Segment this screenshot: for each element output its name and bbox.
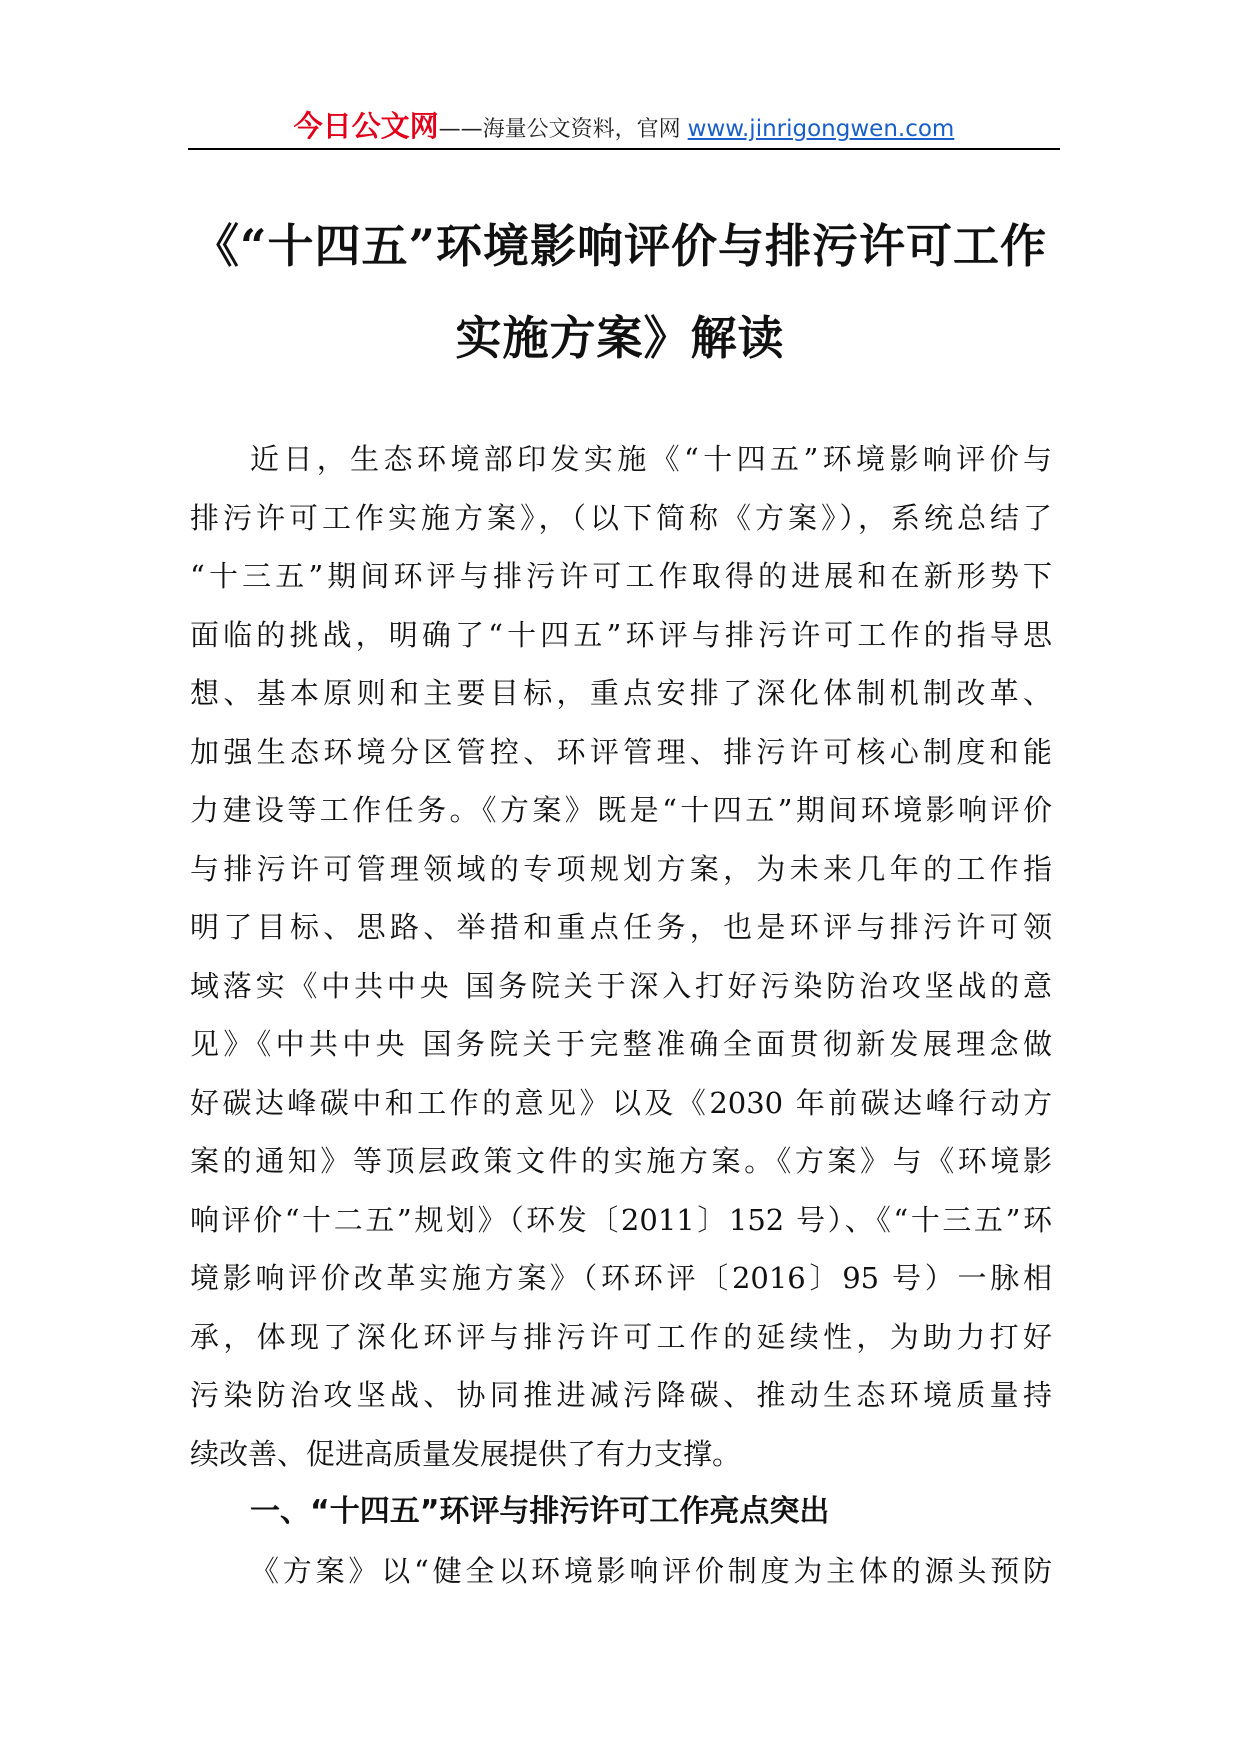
document-title-line-1: 《“十四五”环境影响评价与排污许可工作 — [193, 219, 1047, 273]
paragraph-line: 排污许可工作实施方案》，（以下简称《方案》），系统总结了 — [190, 500, 1052, 535]
paragraph-line: 境影响评价改革实施方案》（环环评〔2016〕95 号）一脉相 — [190, 1261, 1052, 1295]
site-slogan: ——海量公文资料，官网 — [438, 117, 688, 142]
site-brand[interactable]: 今日公文网 — [293, 109, 439, 143]
paragraph-line: “十三五”期间环评与排污许可工作取得的进展和在新形势下 — [190, 559, 1052, 593]
site-header — [188, 104, 1060, 150]
paragraph-line: 加强生态环境分区管控、环评管理、排污许可核心制度和能 — [190, 734, 1052, 769]
paragraph-line: 想、基本原则和主要目标，重点安排了深化体制机制改革、 — [190, 676, 1052, 710]
paragraph-intro — [190, 430, 1052, 1483]
paragraph-line: 好碳达峰碳中和工作的意见》以及《2030 年前碳达峰行动方 — [190, 1085, 1052, 1120]
site-url-link[interactable]: www.jinrigongwen.com — [687, 116, 955, 142]
paragraph-line: 与排污许可管理领域的专项规划方案，为未来几年的工作指 — [190, 851, 1052, 886]
document-body — [190, 430, 1052, 1600]
paragraph-line: 力建设等工作任务。《方案》既是“十四五”期间环境影响评价 — [190, 793, 1052, 827]
paragraph-line: 案的通知》等顶层政策文件的实施方案。《方案》与《环境影 — [190, 1144, 1052, 1178]
document-title — [150, 200, 1090, 384]
paragraph-line: 响评价“十二五”规划》（环发〔2011〕152 号）、《“十三五”环 — [190, 1202, 1052, 1237]
paragraph-line: 明了目标、思路、举措和重点任务，也是环评与排污许可领 — [190, 910, 1052, 944]
paragraph-line: 续改善、促进高质量发展提供了有力支撑。 — [190, 1436, 742, 1471]
paragraph-line: 见》《中共中央 国务院关于完整准确全面贯彻新发展理念做 — [190, 1027, 1052, 1061]
section-heading-1: 一、“十四五”环评与排污许可工作亮点突出 — [250, 1494, 830, 1529]
paragraph-line: 近日，生态环境部印发实施《“十四五”环境影响评价与 — [250, 442, 1052, 476]
paragraph-line: 面临的挑战，明确了“十四五”环评与排污许可工作的指导思 — [190, 617, 1052, 652]
paragraph-line: 《方案》以“健全以环境影响评价制度为主体的源头预防 — [250, 1553, 1052, 1588]
paragraph-line: 域落实《中共中央 国务院关于深入打好污染防治攻坚战的意 — [190, 968, 1052, 1003]
paragraph-line: 承，体现了深化环评与排污许可工作的延续性，为助力打好 — [190, 1319, 1052, 1354]
paragraph-line: 污染防治攻坚战、协同推进减污降碳、推动生态环境质量持 — [190, 1378, 1052, 1412]
document-title-line-2: 实施方案》解读 — [455, 311, 785, 365]
